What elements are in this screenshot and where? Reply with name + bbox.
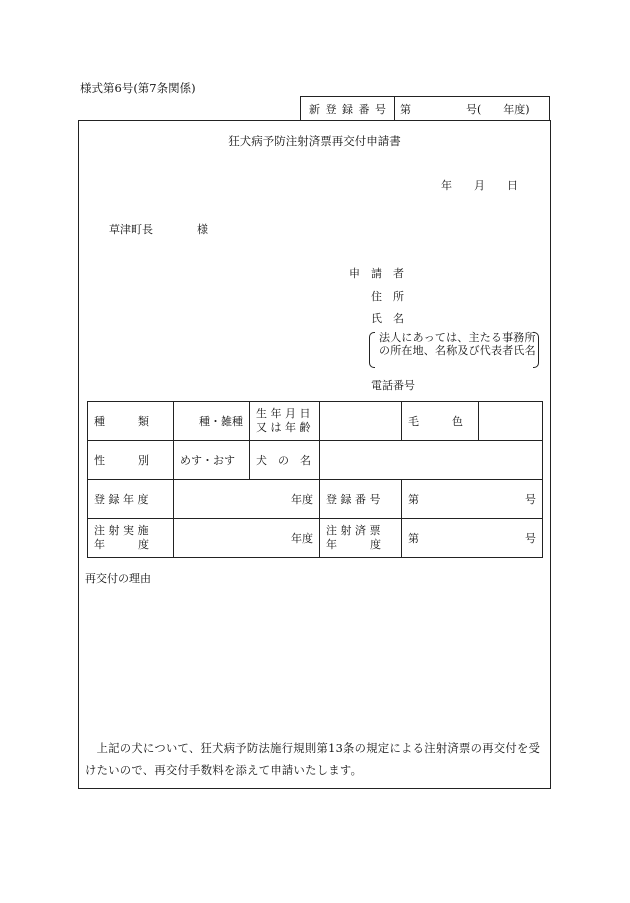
kind-label: 種 類	[88, 402, 174, 441]
date-field[interactable]: 年 月 日	[441, 179, 518, 192]
table-row	[88, 402, 543, 441]
new-registration-number-field[interactable]: 第 号( 年度)	[400, 103, 530, 116]
addressee: 草津町長 様	[109, 223, 208, 236]
declaration-text: 上記の犬について、狂犬病予防法施行規則第13条の規定による注射済票の再交付を受けたいので、再交付手数料を添えて申請いたします。	[85, 742, 541, 777]
reason-label: 再交付の理由	[85, 572, 151, 585]
divider	[394, 97, 395, 120]
new-registration-number-box	[300, 96, 550, 120]
injection-label-line1: 注 射 実 施	[94, 524, 149, 537]
number-layout	[408, 491, 536, 507]
page-title: 狂犬病予防注射済票再交付申請書	[228, 134, 401, 148]
number-prefix: 第	[408, 493, 419, 506]
tag-number-field[interactable]	[402, 519, 543, 558]
address-label: 住 所	[371, 290, 404, 303]
injection-year-field[interactable]: 年度	[174, 519, 320, 558]
birth-age-label	[250, 402, 320, 441]
sex-options[interactable]: めす・おす	[174, 441, 250, 480]
tag-label-line1: 注 射 済 票	[326, 524, 381, 537]
tag-year-label	[320, 519, 402, 558]
left-bracket	[369, 332, 375, 368]
application-form	[78, 120, 551, 789]
table-row	[88, 519, 543, 558]
registration-year-label: 登 録 年 度	[88, 480, 174, 519]
number-prefix: 第	[408, 532, 419, 545]
registration-number-label: 登 録 番 号	[320, 480, 402, 519]
table-row	[88, 480, 543, 519]
injection-label-line2: 年 度	[94, 538, 149, 551]
registration-number-field[interactable]	[402, 480, 543, 519]
corporate-note	[369, 332, 539, 368]
tag-label-line2: 年 度	[326, 538, 381, 551]
corporate-note-text: 法人にあっては、主たる事務所の所在地、名称及び代表者氏名	[379, 331, 536, 357]
dog-name-label: 犬 の 名	[250, 441, 320, 480]
phone-label: 電話番号	[371, 379, 415, 392]
right-bracket	[533, 332, 539, 368]
birth-age-field[interactable]	[320, 402, 402, 441]
birth-label-line1: 生 年 月 日	[256, 407, 311, 420]
number-layout	[408, 530, 536, 546]
number-suffix: 号	[525, 493, 536, 506]
applicant-label: 申 請 者	[349, 267, 404, 280]
new-registration-number-label: 新 登 録 番 号	[309, 103, 387, 116]
injection-year-label	[88, 519, 174, 558]
name-label: 氏 名	[371, 312, 404, 325]
form-number-label: 様式第6号(第7条関係)	[80, 81, 196, 95]
dog-info-table	[87, 401, 543, 558]
dog-name-field[interactable]	[320, 441, 543, 480]
breed-label: 種・雑種	[174, 402, 250, 441]
color-field[interactable]	[479, 402, 543, 441]
table-row	[88, 441, 543, 480]
registration-year-field[interactable]: 年度	[174, 480, 320, 519]
number-suffix: 号	[525, 532, 536, 545]
color-label: 毛 色	[402, 402, 479, 441]
birth-label-line2: 又 は 年 齢	[256, 421, 311, 434]
sex-label: 性 別	[88, 441, 174, 480]
